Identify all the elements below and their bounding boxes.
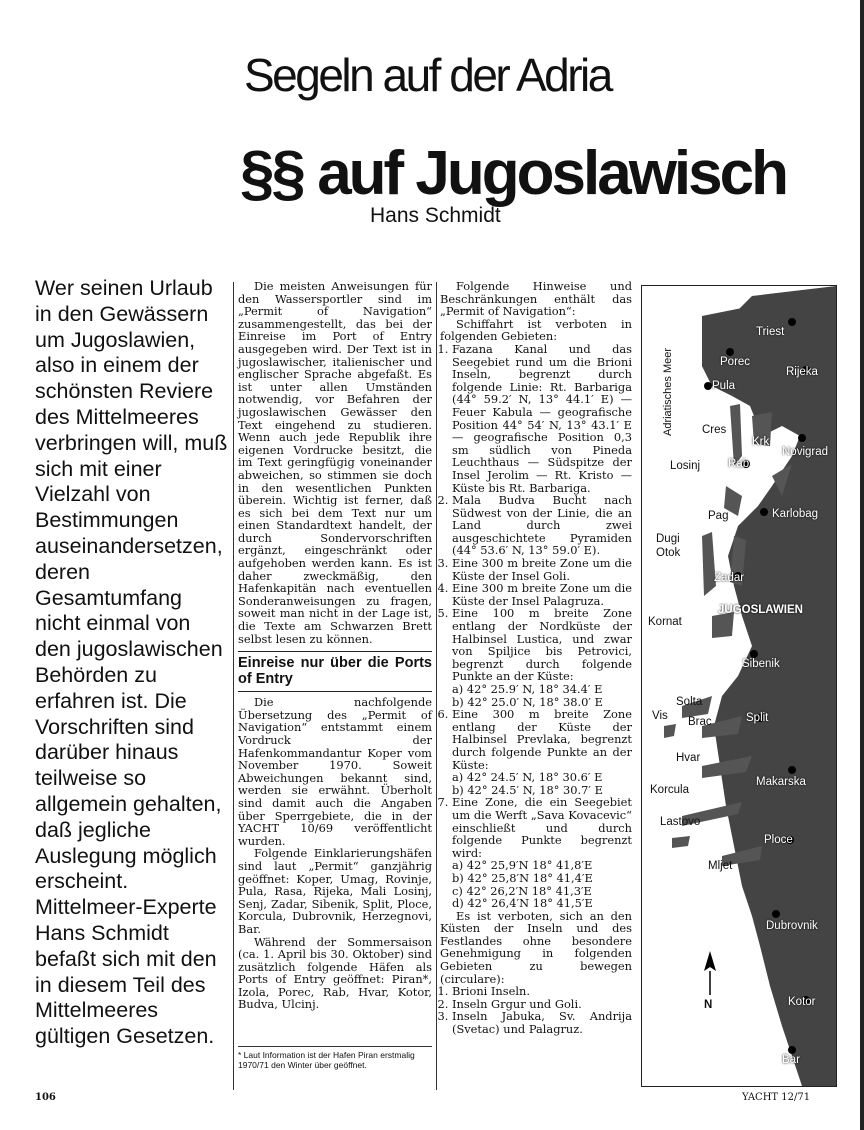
mainland bbox=[702, 286, 836, 1086]
place-label: Split bbox=[746, 712, 769, 724]
paragraph: Schiffahrt ist verboten in folgenden Gebieten: bbox=[440, 316, 632, 344]
place-label: Triest bbox=[756, 326, 785, 338]
column-rule bbox=[233, 282, 234, 1090]
coordinate: d) 42° 26,4′N 18° 41,5′E bbox=[452, 896, 593, 911]
coordinate-list bbox=[452, 683, 632, 708]
island bbox=[664, 724, 676, 738]
place-label: Dugi Otok bbox=[656, 533, 681, 559]
restricted-areas-list bbox=[440, 343, 632, 910]
coordinate: a) 42° 24.5′ N, 18° 30.6′ E bbox=[452, 770, 603, 785]
place-label: Ploce bbox=[764, 834, 793, 846]
paragraph: Während der Sommersaison (ca. 1. April bis 30. Oktober) sind zusätzlich folgende Häfen als Ports of Entry geöffnet: Piran*, Izola, Porec, Rab, Hvar, Kotor, Budva, Ulcinj. bbox=[238, 934, 432, 1012]
paragraph: Folgende Hinweise und Beschränkungen enthält das „Permit of Navigation“: bbox=[440, 279, 632, 319]
coordinate-list bbox=[452, 859, 632, 909]
coordinate: c) 42° 26,2′N 18° 41,3′E bbox=[452, 883, 592, 898]
coordinate: b) 42° 25.0′ N, 18° 38.0′ E bbox=[452, 694, 603, 709]
paragraph: Die nachfolgende Übersetzung des „Permit of Navigation“ entstammt einem Vordruck der Hafenkommandantur Koper vom November 1970. Soweit Abweichungen bekannt sind, werden sie erwähnt. Überholt sind damit auch die Angaben über Sperrgebiete, die in der YACHT 10/69 veröffentlicht wurden. bbox=[238, 695, 432, 848]
place-label: Bar bbox=[782, 1054, 800, 1066]
coordinate-list bbox=[452, 771, 632, 796]
page-number: 106 bbox=[35, 1092, 56, 1103]
place-label: Korcula bbox=[650, 784, 689, 796]
place-label: Dubrovnik bbox=[766, 920, 818, 932]
place-label: Kotor bbox=[788, 996, 816, 1008]
place-label: Mljet bbox=[708, 860, 733, 872]
page-edge bbox=[860, 0, 864, 1130]
issue-label: YACHT 12/71 bbox=[742, 1092, 811, 1103]
place-label: Sibenik bbox=[742, 658, 780, 670]
island bbox=[702, 532, 716, 596]
circulare-list bbox=[440, 985, 632, 1035]
place-label: Solta bbox=[676, 696, 703, 708]
coordinate: b) 42° 25,8′N 18° 41,4′E bbox=[452, 870, 593, 885]
place-label: Novigrad bbox=[782, 446, 829, 458]
place-label: Karlobag bbox=[772, 508, 819, 520]
paragraph: Folgende Einklarierungshäfen sind laut „Permit“ ganzjährig geöffnet: Koper, Umag, Rovinje, Pula, Rasa, Rijeka, Mali Losinj, Senj, Zadar, Sibenik, Split, Ploce, Korcula, Dubrovnik, Herzegnovi, Bar. bbox=[238, 846, 432, 936]
list-item: 1. Brioni Inseln. bbox=[452, 985, 632, 998]
place-label: Kornat bbox=[648, 616, 682, 628]
list-item: 3. Eine 300 m breite Zone um die Küste der Insel Goli. bbox=[452, 557, 632, 582]
author: Hans Schmidt bbox=[370, 204, 501, 227]
place-label: Zadar bbox=[714, 572, 745, 584]
kicker: Segeln auf der Adria bbox=[244, 49, 611, 101]
column-rule bbox=[436, 282, 437, 1090]
paragraph: Die meisten Anweisungen für den Wassersportler sind im „Permit of Navigation“ zusammengestellt, das bei der Einreise im Port of Entry ausgegeben wird. Der Text ist in jugoslawischer, italienischer und englischer Sprache abgefaßt. Es ist unter allen Umständen notwendig, vor Befahren der jugoslawischen Gewässer den Text eingehend zu studieren. Wenn auch jede Republik ihre eigenen Vordrucke besitzt, die im Text geringfügig voneinander abweichen, so stimmen sie doch in den wesentlichen Punkten überein. Wichtig ist ferner, daß es sich bei dem Text nur um einen Standardtext handelt, der durch Sondervorschriften ergänzt, eingeschränkt oder aufgehoben werden kann. Es ist daher zweckmäßig, den Hafenkapitän nach eventuellen Sonderanweisungen zu fragen, soweit man nicht in der Lage ist, die Texte am Schwarzen Brett selbst lesen zu können. bbox=[238, 279, 432, 646]
place-label: Brac bbox=[688, 716, 712, 728]
list-item: 2. Mala Budva Bucht nach Südwest von der Linie, die an Land durch zwei ausgeschichtete Pyramiden (44° 53.6′ N, 13° 59.0′ E). bbox=[452, 494, 632, 557]
place-label: Rijeka bbox=[786, 366, 818, 378]
place-label: Losinj bbox=[670, 460, 701, 472]
list-item: 5. Eine 100 m breite Zone entlang der Nordküste der Halbinsel Lustica, und zwar von Spiljice bis Petrovici, begrenzt durch folgende Punkte an der Küste: a) 42° 25.9′ N, 18° 34.4′ E b) 42° 25.0′ N, 18° 38.0′ E bbox=[452, 607, 632, 708]
intro-paragraph: Wer seinen Urlaub in den Gewässern um Jugoslawien, also in einem der schönsten Reviere des Mittelmeeres verbringen will, muß sich mit einer Vielzahl von Bestimmungen auseinandersetzen, deren Gesamtumfang nicht einmal von den jugoslawischen Behörden zu erfahren ist. Die Vorschriften sind darüber hinaus teilweise so allgemein gehalten, daß jegliche Auslegung möglich erscheint. Mittelmeer-Experte Hans Schmidt befaßt sich mit den in diesem Teil des Mittelmeeres gültigen Gesetzen. bbox=[35, 276, 228, 1049]
list-item: 7. Eine Zone, die ein Seegebiet um die Werft „Sava Kovacevic“ einschließt und durch folgende Punkte begrenzt wird: a) 42° 25,9′N 18° 41,8′E b) 42° 25,8′N 18° 41,4′E c) 42° 26,2′N 18° 41,3′E d) 42° 26,4′N 18° 41,5′E bbox=[452, 796, 632, 909]
place-label: Cres bbox=[702, 424, 727, 436]
list-item: 2. Inseln Grgur und Goli. bbox=[452, 998, 632, 1011]
place-label: Hvar bbox=[676, 752, 701, 764]
place-label: Pag bbox=[708, 510, 729, 522]
place-label: Krk bbox=[752, 436, 770, 448]
coast-map bbox=[641, 285, 837, 1087]
place-label: Pula bbox=[712, 380, 736, 392]
place-label: Makarska bbox=[756, 776, 806, 788]
north-arrow bbox=[704, 951, 716, 995]
coordinate: b) 42° 24.5′ N, 18° 30.7′ E bbox=[452, 782, 603, 797]
island bbox=[672, 836, 690, 848]
list-item: 3. Inseln Jabuka, Sv. Andrija (Svetac) und Palagruz. bbox=[452, 1010, 632, 1035]
article-column-2 bbox=[440, 280, 632, 1036]
list-item: 1. Fazana Kanal und das Seegebiet rund um die Brioni Inseln, begrenzt durch folgende Linie: Rt. Barbariga (44° 59.2′ N, 13° 44.1′ E) — Feuer Kabula — geografische Position 44° 54′ N, 13° 43.1′ E — geografische Position 0,3 sm südlich von Pineda Leuchthaus — Südspitze der Insel Jerolim — Rt. Kristo — Küste bis Rt. Barbariga. bbox=[452, 343, 632, 494]
sea-label: Adriatisches Meer bbox=[662, 347, 674, 436]
intro-text bbox=[35, 276, 230, 1050]
paragraph: Es ist verboten, sich an den Küsten der Inseln und des Festlandes ohne besondere Genehmigung in folgenden Gebieten zu bewegen (circulare): bbox=[440, 908, 632, 986]
country-label: JUGOSLAWIEN bbox=[718, 604, 803, 616]
island bbox=[730, 404, 742, 466]
list-item: 6. Eine 300 m breite Zone entlang der Küste der Halbinsel Prevlaka, begrenzt durch folgende Punkte an der Küste: a) 42° 24.5′ N, 18° 30.6′ E b) 42° 24.5′ N, 18° 30.7′ E bbox=[452, 708, 632, 796]
coordinate: a) 42° 25.9′ N, 18° 34.4′ E bbox=[452, 682, 603, 696]
place-label: Vis bbox=[652, 710, 668, 722]
place-label: Porec bbox=[720, 356, 751, 368]
list-item: 4. Eine 300 m breite Zone um die Küste der Insel Palagruza. bbox=[452, 582, 632, 607]
coordinate: a) 42° 25,9′N 18° 41,8′E bbox=[452, 858, 593, 873]
article-column-1 bbox=[238, 280, 432, 1011]
section-heading: Einreise nur über die Ports of Entry bbox=[238, 651, 432, 692]
headline: §§ auf Jugoslawisch bbox=[240, 139, 786, 208]
north-label: N bbox=[704, 999, 713, 1011]
footnote: * Laut Information ist der Hafen Piran erstmalig 1970/71 den Winter über geöffnet. bbox=[238, 1046, 432, 1070]
place-label: Rab bbox=[728, 458, 750, 470]
place-label: Lastovo bbox=[660, 816, 701, 828]
